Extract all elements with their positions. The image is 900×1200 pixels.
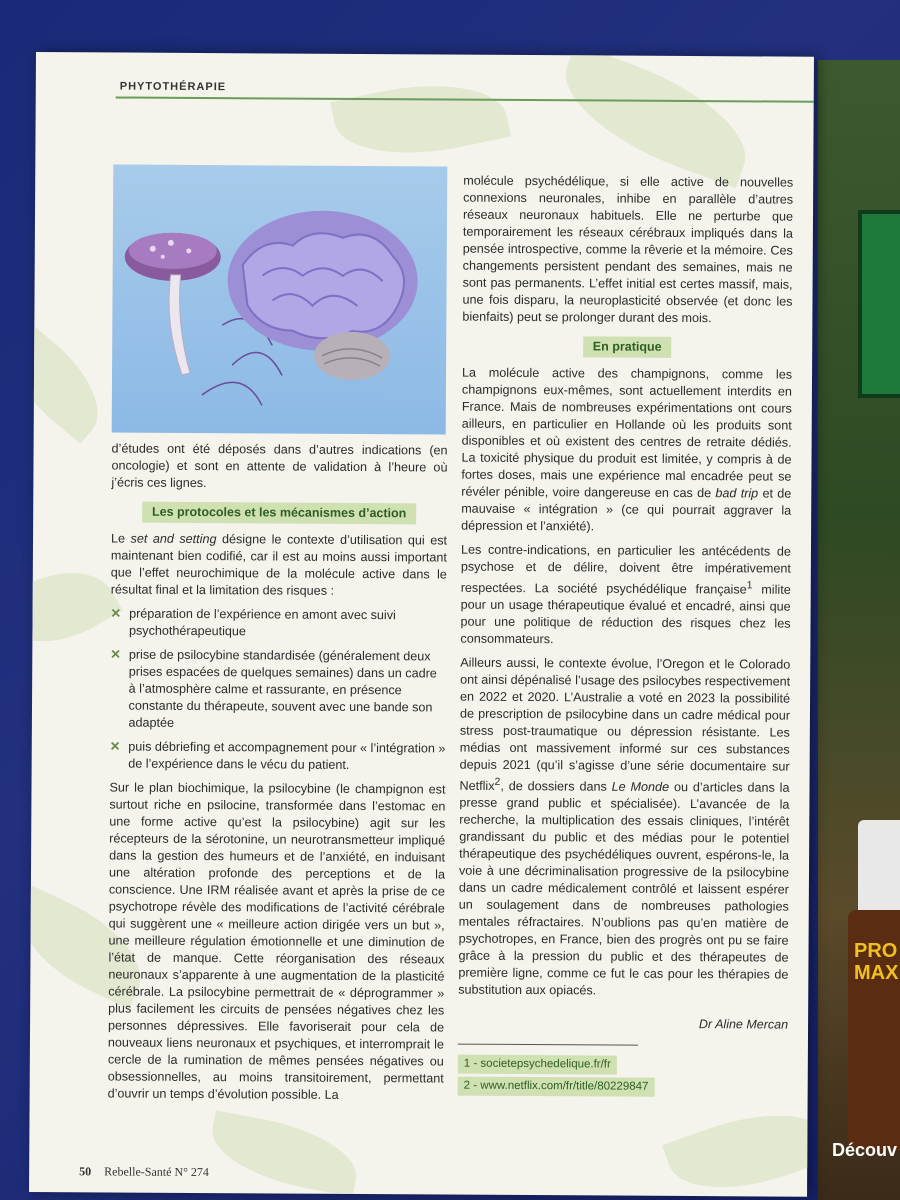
- right-column: [458, 173, 794, 1101]
- list-item: [110, 605, 446, 641]
- bottle-dropper: [858, 820, 900, 920]
- section-label: PHYTOTHÉRAPIE: [119, 80, 227, 94]
- context-text-a: Ailleurs aussi, le contexte évolue, l’Oregon et le Colorado ont ainsi dépénalisé l’usage des psilocybes respectivement en 2022 et 2020. L’Australie a voté en 2023 la possibilité de prescription de psilocybine dans un cadre médical pour stress post-traumatique ou dépression résistante. Les médias ont massivement informé sur ces substances depuis 2021 (qu’il s’agisse d’une série documentaire sur Netflix: [459, 655, 791, 794]
- adjacent-page: [818, 60, 900, 1200]
- bullet-text: préparation de l’expérience en amont avec suivi psychothérapeutique: [128, 606, 396, 639]
- footnote-ref-2: 2: [494, 776, 501, 789]
- footnote-2: 2 - www.netflix.com/fr/title/80229847: [458, 1077, 655, 1097]
- adjacent-page-logo-shape: [858, 210, 900, 398]
- legal-paragraph: [461, 365, 792, 537]
- footnote-1: 1 - societepsychedelique.fr/fr: [458, 1055, 617, 1075]
- brand-line-1: PRO: [854, 940, 898, 962]
- brain-mushroom-illustration: [112, 164, 448, 434]
- subheading-en-pratique: En pratique: [583, 336, 672, 358]
- bullet-text: puis débriefing et accompagnement pour « l’intégration » de l’expérience dans le vécu du patient.: [128, 739, 446, 772]
- magazine-name: Rebelle-Santé N° 274: [104, 1164, 209, 1180]
- context-text-c: ou d’articles dans la presse grand public et spécialisée). L’avancée de la recherche, la multiplication des essais cliniques, l’intérêt grandissant du public et des médias pour le potentiel thérapeutique des psychédéliques ouvrent, espérons-le, la voie à une décriminalisation progressive de la psilocybine dans un cadre médicalement contrôlé et laissent espérer un soulagement dans de nombreuses pathologies mentales réfractaires. N’oublions pas qu’en matière de psychotropes, en France, bien des progrès ont pu se faire grâce à la pression du public et des thérapeutes de première ligne, comme ce fut le cas pour les thérapies de substitution aux opiacés.: [458, 780, 790, 998]
- list-item: [110, 738, 446, 774]
- brand-line-2: MAX: [854, 962, 899, 984]
- leaf-decoration: [29, 550, 123, 665]
- intro-text-before: Le: [110, 531, 131, 546]
- context-paragraph: [458, 655, 790, 1001]
- author-signature: Dr Aline Mercan: [698, 1017, 789, 1032]
- biochemistry-paragraph: Sur le plan biochimique, la psilocybine (le champignon est surtout riche en psilocine, transformée dans l’estomac en une forme active qu’est la psilocybine) agit sur les récepteurs de la sérotonine, un neurotransmetteur impliqué dans la gestion des humeurs et de l’anxiété, en induisant une altération profonde des perceptions et de la conscience. Une IRM réalisée avant et après la prise de ce psychotrope révèle des modifications de l’activité cérébrale qui suggèrent une « meilleure action dirigée vers un but », une meilleure régulation émotionnelle et une diminution de l’état de manque. Cette réorganisation des réseaux neuronaux s’apparente à une augmentation de la plasticité cérébrale. La psilocybine permettrait de « déprogrammer » plus facilement les circuits de pensées négatives chez les personnes dépressives. Elle favoriserait pour cela de nouveaux liens neuronaux et psychiques, et interromprait le cercle de la rumination de mêmes pensées négatives ou obsessionnelles, au moins transitoirement, permettant d’ouvrir un temps d’évolution possible. La: [107, 780, 446, 1102]
- left-column: [108, 440, 448, 1111]
- footnote-ref-1: 1: [746, 579, 753, 592]
- bullet-text: prise de psilocybine standardisée (généralement deux prises espacées de quelques semaines) dans un cadre à l’atmosphère calme et rassurante, en présence constante du thérapeute, souvent avec une bande son adaptée: [128, 647, 437, 730]
- leaf-decoration: [29, 320, 119, 443]
- legal-text-before: La molécule active des champignons, comme les champignons eux-mêmes, sont actuellement interdits en France. Mais de nombreuses expérimentations ont cours ailleurs, en particulier en Hollande où les produits sont disponibles et où existent des centres de retraite dédiés. La toxicité physique du produit est limitée, y compris à de fortes doses, mais une expérience mal encadrée peut se révéler pénible, voire dangereuse en cas de: [461, 365, 793, 501]
- adjacent-page-bottom-text: Découv: [832, 1140, 898, 1160]
- intro-text-after: désigne le contexte d’utilisation qui est maintenant bien codifié, car il est au moins aussi important que l’effet neurochimique de la molécule active dans le résultat final et la limitation des risques :: [110, 532, 448, 598]
- intro-paragraph: [111, 530, 447, 600]
- subheading-protocoles: Les protocoles et les mécanismes d’action: [142, 502, 416, 525]
- footnote-rule: [458, 1044, 638, 1046]
- page-footer: [79, 1164, 209, 1180]
- contra-text-after: milite pour un usage thérapeutique évalué et encadré, ainsi que pour une politique de réduction des risques chez les consommateurs.: [460, 582, 791, 647]
- leaf-decoration: [548, 52, 763, 188]
- leaf-decoration: [205, 1111, 363, 1197]
- context-text-b: , de dossiers dans: [500, 779, 612, 794]
- brain-mushroom-photo: [112, 164, 448, 434]
- legal-emphasis: bad trip: [715, 486, 759, 501]
- left-continued-paragraph: d’études ont été déposés dans d’autres indications (en oncologie) et sont en attente de validation à l’heure où j’écris ces lignes.: [111, 441, 448, 491]
- leaf-decoration: [330, 68, 511, 171]
- right-continued-paragraph: molécule psychédélique, si elle active de nouvelles connexions neuronales, inhibe en parallèle d’autres réseaux neuronaux habituels. Elle ne perturbe que temporairement les réseaux cérébraux impliqués dans la pensée introspective, comme la rêverie et la mémoire. Ces changements persistent pendant des semaines, mais ne sont pas permanents. L’effet initial est certes massif, mais, une fois disparu, la neuroplasticité observée (et donc les bienfaits) peut se prolonger durant des mois.: [462, 173, 794, 326]
- legal-text-after: et de mauvaise « intégration » (ce qui pourrait aggraver la dépression et l’anxiété).: [461, 486, 792, 534]
- page-number: 50: [79, 1164, 92, 1179]
- contraindications-paragraph: [460, 542, 791, 650]
- contra-text-before: Les contre-indications, en particulier les antécédents de psychose et de délire, doivent être impérativement respectées. La société psychédélique française: [460, 542, 792, 597]
- context-emphasis: Le Monde: [611, 779, 670, 795]
- list-item: [110, 646, 447, 733]
- intro-emphasis: set and setting: [130, 531, 217, 547]
- bullet-cross-icon: ✕: [110, 647, 121, 662]
- adjacent-page-brand: [854, 940, 898, 984]
- leaf-decoration: [662, 1092, 814, 1197]
- magazine-page: [29, 52, 814, 1197]
- bullet-cross-icon: ✕: [110, 606, 122, 621]
- bullet-cross-icon: ✕: [109, 739, 121, 754]
